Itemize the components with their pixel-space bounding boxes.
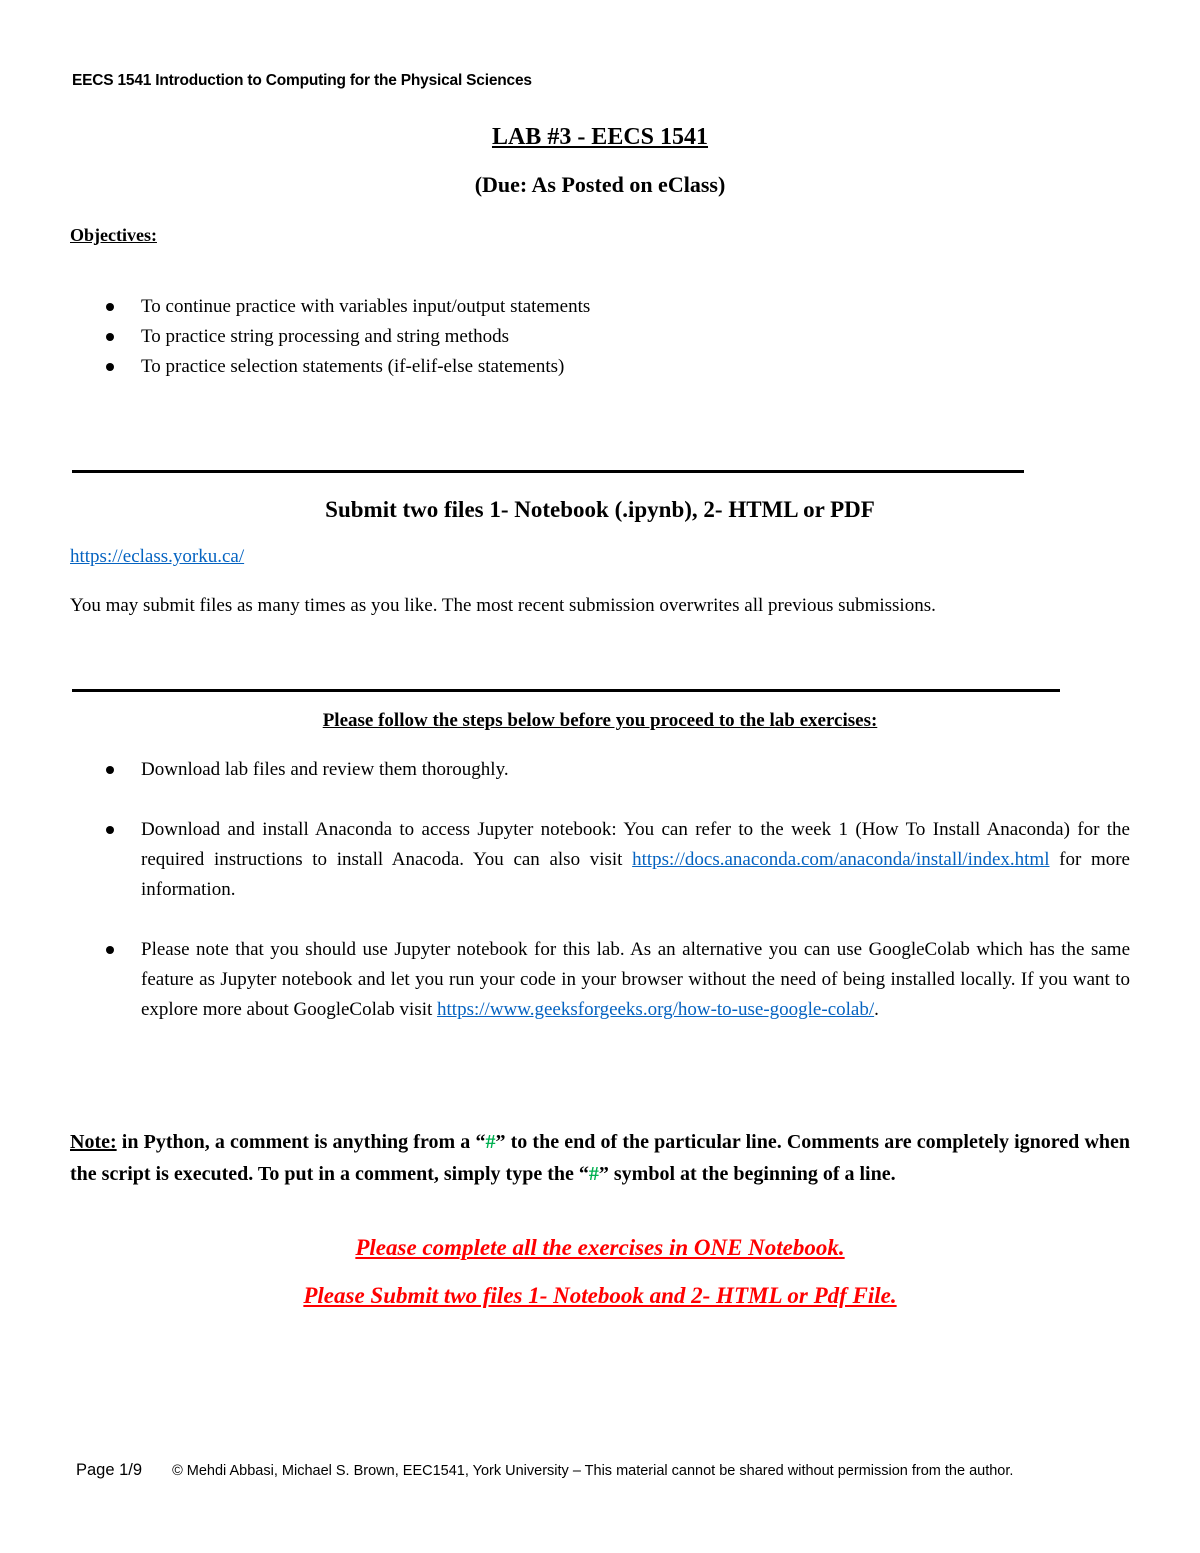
hash-symbol: # (588, 1163, 599, 1185)
bullet-icon (106, 826, 114, 834)
google-colab-link[interactable]: https://www.geeksforgeeks.org/how-to-use-google-colab/ (437, 999, 875, 1020)
bullet-icon (106, 363, 114, 371)
steps-heading: Please follow the steps below before you proceed to the lab exercises: (322, 710, 878, 731)
page-number: Page 1/9 (76, 1461, 143, 1479)
course-header: EECS 1541 Introduction to Computing for the Physical Sciences (72, 72, 532, 89)
copyright-notice: © Mehdi Abbasi, Michael S. Brown, EEC1541, York University – This material cannot be shared without permission from the author. (172, 1463, 1014, 1479)
divider (72, 470, 1024, 473)
bullet-icon (106, 303, 114, 311)
list-item: To practice string processing and string methods (70, 322, 1130, 352)
eclass-link[interactable]: https://eclass.yorku.ca/ (70, 546, 245, 567)
objectives-heading: Objectives: (70, 225, 157, 245)
steps-list (70, 755, 1130, 1055)
due-date: (Due: As Posted on eClass) (474, 172, 726, 197)
lab-title: LAB #3 - EECS 1541 (491, 124, 709, 150)
list-item: To continue practice with variables input/output statements (70, 292, 1130, 322)
bullet-icon (106, 766, 114, 774)
objectives-list (70, 292, 1130, 382)
list-item: Please note that you should use Jupyter notebook for this lab. As an alternative you can use GoogleColab which has the same feature as Jupyter notebook and let you run your code in your browser without the need of being installed locally. If you want to explore more about GoogleColab visit https://www.geeksforgeeks.org/how-to-use-google-colab/. (70, 935, 1130, 1025)
python-comment-note: Note: in Python, a comment is anything from a “#” to the end of the particular line. Comments are completely ignored when the script is executed. To put in a comment, simply type the “#” symbol at the beginning of a line. (70, 1131, 1131, 1185)
submit-heading: Submit two files 1- Notebook (.ipynb), 2- HTML or PDF (325, 497, 875, 522)
hash-symbol: # (485, 1131, 496, 1153)
divider (72, 689, 1060, 692)
instruction-line-1: Please complete all the exercises in ONE Notebook. (355, 1235, 845, 1260)
anaconda-install-link[interactable]: https://docs.anaconda.com/anaconda/install/index.html (632, 849, 1050, 870)
submission-note: You may submit files as many times as you like. The most recent submission overwrites all previous submissions. (70, 595, 936, 616)
bullet-icon (106, 333, 114, 341)
page-footer (76, 1461, 1013, 1480)
bullet-icon (106, 946, 114, 954)
list-item: Download lab files and review them thoroughly. (70, 755, 1130, 785)
list-item: Download and install Anaconda to access Jupyter notebook: You can refer to the week 1 (How To Install Anaconda) for the required instructions to install Anacoda. You can also visit https://docs.anaconda.com/anaconda/install/index.html for more information. (70, 815, 1130, 905)
instruction-line-2: Please Submit two files 1- Notebook and 2- HTML or Pdf File. (303, 1283, 897, 1308)
list-item: To practice selection statements (if-elif-else statements) (70, 352, 1130, 382)
